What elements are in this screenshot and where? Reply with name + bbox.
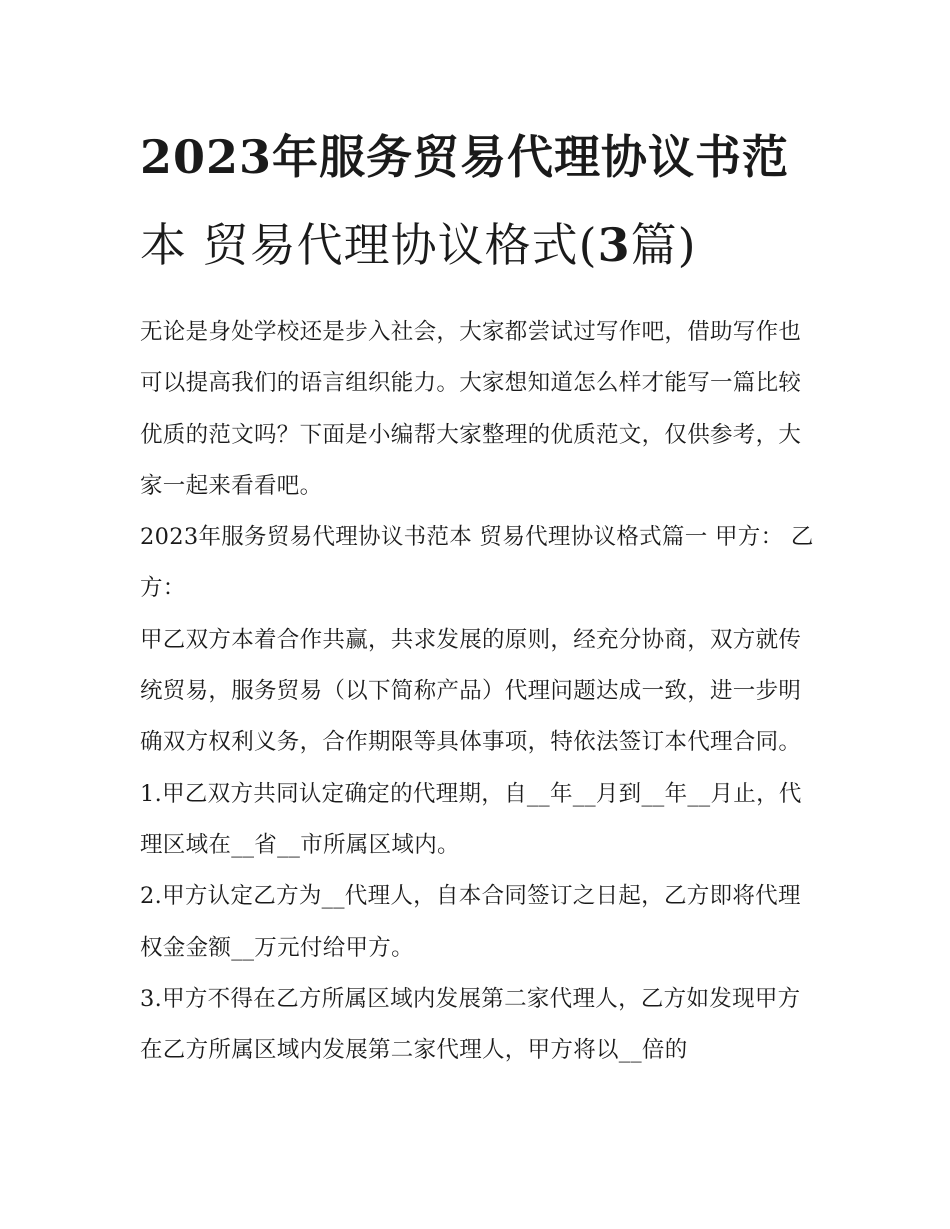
clause-3: 3.甲方不得在乙方所属区域内发展第二家代理人，乙方如发现甲方在乙方所属区域内发展第二家代理人，甲方将以__倍的 xyxy=(140,985,801,1064)
intro-paragraph: 无论是身处学校还是步入社会，大家都尝试过写作吧，借助写作也可以提高我们的语言组织能力。大家想知道怎么样才能写一篇比较优质的范文吗？下面是小编帮大家整理的优质范文，仅供参考，大家一起来看看吧。 xyxy=(140,319,802,499)
clause-1: 1.甲乙双方共同认定确定的代理期，自__年__月到__年__月止，代理区域在__省__市所属区域内。 xyxy=(140,780,802,858)
document-title xyxy=(140,113,820,289)
title-line-1: 2023年服务贸易代理协议书范 xyxy=(140,130,790,184)
title-line-2 xyxy=(140,218,697,272)
document-page xyxy=(140,113,820,1076)
clause-2: 2.甲方认定乙方为__代理人，自本合同签订之日起，乙方即将代理权金金额__万元付给甲方。 xyxy=(140,883,801,961)
title-line-2-number: 3 xyxy=(597,218,631,272)
title-line-2-prefix: 本 贸易代理协议格式( xyxy=(140,218,598,272)
preamble-paragraph: 甲乙双方本着合作共赢，共求发展的原则，经充分协商，双方就传统贸易，服务贸易（以下简称产品）代理问题达成一致，进一步明确双方权利义务，合作期限等具体事项，特依法签订本代理合同。 xyxy=(140,626,802,756)
title-line-2-suffix: 篇) xyxy=(630,218,697,272)
section-heading: 2023年服务贸易代理协议书范本 贸易代理协议格式篇一 甲方： 乙方： xyxy=(140,524,814,602)
